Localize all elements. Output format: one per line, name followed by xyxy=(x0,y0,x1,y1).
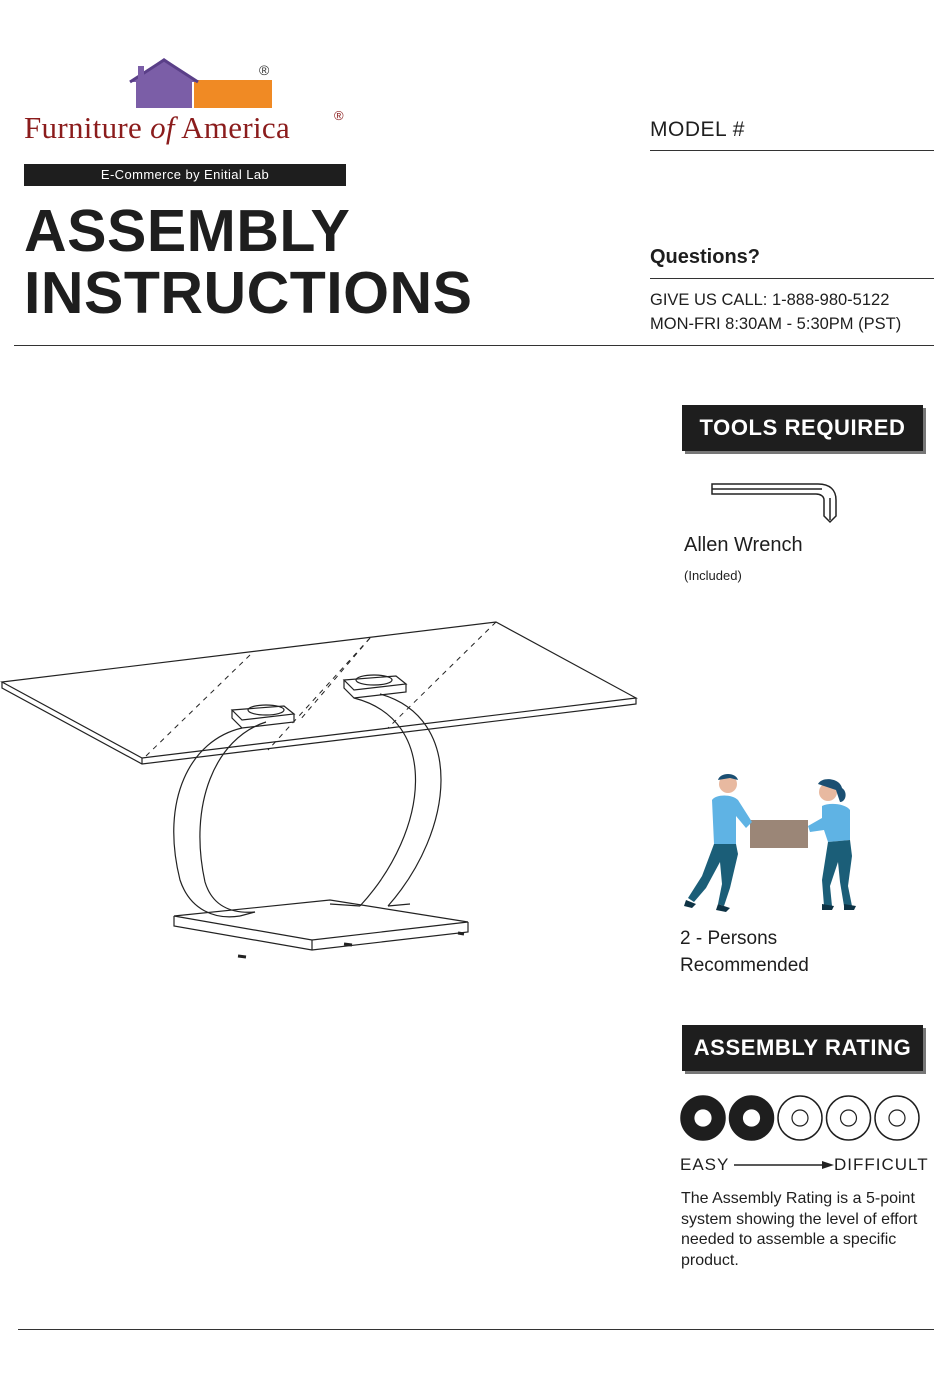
allen-wrench-icon xyxy=(706,478,840,528)
model-underline xyxy=(650,150,934,151)
two-people-carrying-icon xyxy=(680,770,870,916)
rating-dot-empty xyxy=(875,1096,919,1140)
rating-dot-empty xyxy=(827,1096,871,1140)
header-divider xyxy=(14,345,934,346)
assembly-rating-heading: ASSEMBLY RATING xyxy=(682,1025,923,1071)
title-line-2: INSTRUCTIONS xyxy=(24,260,473,326)
title-line-1: ASSEMBLY xyxy=(24,198,351,264)
rating-dot-filled xyxy=(730,1096,774,1140)
brand-tagline-bar: E-Commerce by Enitial Lab xyxy=(24,164,346,186)
questions-heading: Questions? xyxy=(650,246,761,268)
registered-mark: ® xyxy=(259,62,270,78)
tool-note: (Included) xyxy=(684,568,742,583)
brand-house-logo-icon xyxy=(128,56,278,112)
hours-line: MON-FRI 8:30AM - 5:30PM (PST) xyxy=(650,315,902,333)
registered-mark-brand: ® xyxy=(334,108,344,123)
rating-easy-label: EASY xyxy=(680,1155,730,1174)
rating-difficult-label: DIFFICULT xyxy=(834,1155,929,1174)
tools-required-heading: TOOLS REQUIRED xyxy=(682,405,923,451)
rating-description: The Assembly Rating is a 5-point system showing the level of effort needed to assemble a specific product. xyxy=(681,1190,918,1269)
questions-divider xyxy=(650,278,934,279)
brand-name: Furniture of America xyxy=(24,110,290,145)
footer-divider xyxy=(18,1329,934,1330)
persons-count: 2 - Persons xyxy=(680,928,778,949)
rating-dot-empty xyxy=(778,1096,822,1140)
table-illustration xyxy=(0,600,640,970)
model-number-label: MODEL # xyxy=(650,118,745,141)
tool-name: Allen Wrench xyxy=(684,534,803,556)
rating-dot-filled xyxy=(681,1096,725,1140)
phone-line: GIVE US CALL: 1-888-980-5122 xyxy=(650,291,890,309)
persons-recommended: Recommended xyxy=(680,955,809,976)
assembly-rating-dots xyxy=(680,1094,924,1142)
